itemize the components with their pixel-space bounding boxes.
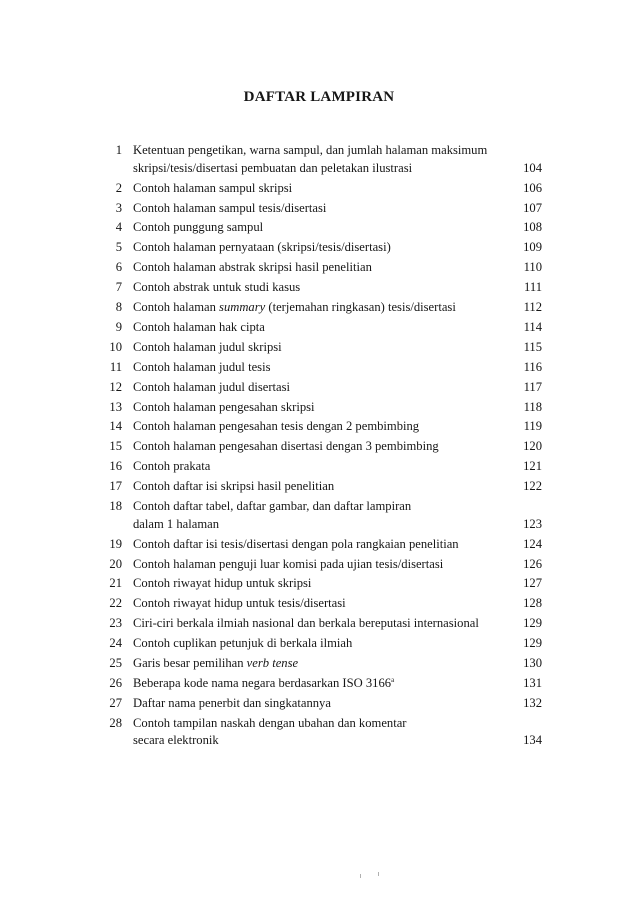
page-number: 110: [523, 260, 542, 275]
list-item: [0, 400, 638, 418]
list-item: [0, 181, 638, 199]
item-number: 9: [115, 319, 122, 334]
item-title: [133, 636, 493, 654]
text-segment: Beberapa kode nama negara berdasarkan ISO 3166: [133, 675, 392, 690]
page-title: DAFTAR LAMPIRAN: [243, 89, 395, 105]
page-number: 129: [523, 616, 542, 631]
list-item: [0, 280, 638, 298]
list-item: [0, 576, 638, 594]
item-title: [133, 676, 493, 694]
page-number: 117: [523, 379, 542, 394]
text-segment: Contoh riwayat hidup untuk skripsi: [133, 576, 312, 591]
list-item: [0, 716, 638, 751]
text-segment: Contoh riwayat hidup untuk tesis/disertasi: [133, 596, 346, 611]
item-title: [133, 439, 493, 457]
page-number: 130: [523, 656, 542, 670]
list-item: [0, 300, 638, 318]
page-number: 131: [523, 675, 542, 690]
text-segment: Contoh halaman hak cipta: [133, 319, 265, 334]
item-title: [133, 696, 493, 714]
item-number: 11: [109, 359, 122, 374]
superscript: a: [391, 675, 395, 684]
item-title: [133, 499, 493, 534]
item-title: [133, 300, 493, 318]
item-number: 5: [115, 240, 122, 255]
item-number: 7: [115, 280, 122, 295]
item-title: [133, 479, 493, 497]
list-item: [0, 260, 638, 278]
list-item: [0, 499, 638, 534]
page-number: 128: [523, 596, 542, 611]
list-item: [0, 143, 638, 178]
item-number: 3: [115, 200, 122, 215]
item-title: [133, 240, 493, 258]
item-title: [133, 340, 493, 358]
item-title: [133, 143, 493, 178]
list-item: [0, 201, 638, 219]
text-segment: Contoh halaman judul tesis: [133, 359, 271, 374]
text-segment: dalam 1 halaman: [133, 516, 220, 531]
list-item: [0, 616, 638, 634]
item-number: 21: [109, 576, 122, 591]
text-segment: Contoh halaman penguji luar komisi pada ujian tesis/disertasi: [133, 556, 444, 571]
page-number: 115: [523, 339, 542, 354]
item-number: 15: [109, 439, 122, 454]
list-item: [0, 537, 638, 555]
list-item: [0, 696, 638, 714]
list-item: [0, 439, 638, 457]
text-segment: Contoh prakata: [133, 459, 211, 474]
item-number: 16: [109, 459, 122, 474]
item-number: 17: [109, 479, 122, 494]
text-segment: Garis besar pemilihan: [133, 656, 247, 670]
item-number: 26: [109, 675, 122, 690]
page-number: 132: [523, 695, 542, 710]
item-title: [133, 181, 493, 199]
text-segment: Contoh halaman: [133, 300, 220, 314]
item-title: [133, 260, 493, 278]
item-title: [133, 201, 493, 219]
item-number: 13: [109, 399, 122, 414]
text-segment: Contoh halaman judul disertasi: [133, 379, 291, 394]
page-number: 107: [523, 200, 542, 215]
item-title: [133, 596, 493, 614]
list-item: [0, 240, 638, 258]
list-item: [0, 320, 638, 338]
list-item: [0, 636, 638, 654]
list-item: [0, 479, 638, 497]
page-number: 104: [523, 160, 542, 175]
item-number: 10: [109, 339, 122, 354]
text-segment: skripsi/tesis/disertasi pembuatan dan peletakan ilustrasi: [133, 160, 413, 175]
item-title: [133, 459, 493, 477]
item-number: 20: [109, 556, 122, 571]
item-title: [133, 380, 493, 398]
list-item: [0, 459, 638, 477]
item-number: 2: [115, 180, 122, 195]
page-number: 118: [523, 399, 542, 414]
page-number: 109: [523, 240, 542, 255]
item-title: [133, 557, 493, 575]
text-segment: Contoh abstrak untuk studi kasus: [133, 280, 301, 295]
page-number: 116: [523, 359, 542, 374]
item-title: [133, 360, 493, 378]
item-title: [133, 419, 493, 437]
item-number: 27: [109, 695, 122, 710]
text-segment: Contoh tampilan naskah dengan ubahan dan komentar: [133, 715, 407, 730]
page-number: 122: [523, 479, 542, 494]
page-number: 126: [523, 556, 542, 571]
text-segment: Ketentuan pengetikan, warna sampul, dan jumlah halaman maksimum: [133, 143, 488, 157]
scan-marks: [360, 872, 390, 880]
text-segment: Contoh halaman abstrak skripsi hasil penelitian: [133, 260, 372, 275]
list-item: [0, 419, 638, 437]
list-item: [0, 656, 638, 674]
text-segment: secara elektronik: [133, 733, 219, 748]
text-segment: Contoh halaman pengesahan tesis dengan 2 pembimbing: [133, 419, 420, 434]
list-item: [0, 220, 638, 238]
item-number: 12: [109, 379, 122, 394]
text-segment: Ciri-ciri berkala ilmiah nasional dan berkala bereputasi internasional: [133, 616, 479, 631]
text-segment: Contoh halaman pernyataan (skripsi/tesis/disertasi): [133, 240, 391, 255]
text-segment: Contoh halaman sampul tesis/disertasi: [133, 200, 327, 215]
page-number: 127: [523, 576, 542, 591]
page-number: 124: [523, 536, 542, 551]
text-segment: Contoh daftar tabel, daftar gambar, dan daftar lampiran: [133, 499, 412, 513]
text-segment: Contoh daftar isi tesis/disertasi dengan pola rangkaian penelitian: [133, 536, 459, 551]
item-title: [133, 220, 493, 238]
text-segment: Contoh cuplikan petunjuk di berkala ilmiah: [133, 636, 353, 651]
page-number: 106: [523, 180, 542, 195]
page-number: 121: [523, 459, 542, 474]
item-number: 14: [109, 419, 122, 434]
item-title: [133, 400, 493, 418]
list-item: [0, 596, 638, 614]
text-segment: Contoh halaman judul skripsi: [133, 339, 282, 354]
page-number: 129: [523, 636, 542, 651]
text-segment: (terjemahan ringkasan) tesis/disertasi: [265, 300, 456, 314]
page-number: 112: [523, 300, 542, 314]
item-number: 8: [115, 300, 122, 314]
item-title: [133, 320, 493, 338]
text-segment: Daftar nama penerbit dan singkatannya: [133, 695, 331, 710]
item-title: [133, 616, 493, 634]
item-number: 1: [115, 143, 122, 157]
item-number: 4: [115, 220, 122, 235]
item-title: [133, 576, 493, 594]
text-segment: Contoh halaman sampul skripsi: [133, 180, 293, 195]
item-title: [133, 656, 493, 674]
text-segment: Contoh daftar isi skripsi hasil penelitian: [133, 479, 335, 494]
list-item: [0, 380, 638, 398]
text-segment: Contoh punggung sampul: [133, 220, 264, 235]
page-number: 120: [523, 439, 542, 454]
item-number: 22: [109, 596, 122, 611]
list-item: [0, 557, 638, 575]
item-number: 19: [109, 536, 122, 551]
page-number: 114: [523, 319, 542, 334]
text-segment: Contoh halaman pengesahan disertasi dengan 3 pembimbing: [133, 439, 439, 454]
text-segment: Contoh halaman pengesahan skripsi: [133, 399, 315, 414]
page-number: 108: [523, 220, 542, 235]
item-number: 23: [109, 616, 122, 631]
page-number: 111: [524, 280, 542, 295]
page-number: 119: [523, 419, 542, 434]
item-title: [133, 537, 493, 555]
item-number: 25: [109, 656, 122, 670]
item-number: 18: [109, 499, 122, 513]
italic-term: summary: [219, 300, 266, 314]
item-number: 24: [109, 636, 122, 651]
list-item: [0, 340, 638, 358]
item-title: [133, 716, 493, 751]
item-number: 6: [115, 260, 122, 275]
page-number: 123: [523, 516, 542, 531]
item-title: [133, 280, 493, 298]
list-item: [0, 360, 638, 378]
page-number: 134: [523, 733, 542, 748]
list-item: [0, 676, 638, 694]
item-number: 28: [109, 715, 122, 730]
italic-term: verb tense: [246, 656, 299, 670]
